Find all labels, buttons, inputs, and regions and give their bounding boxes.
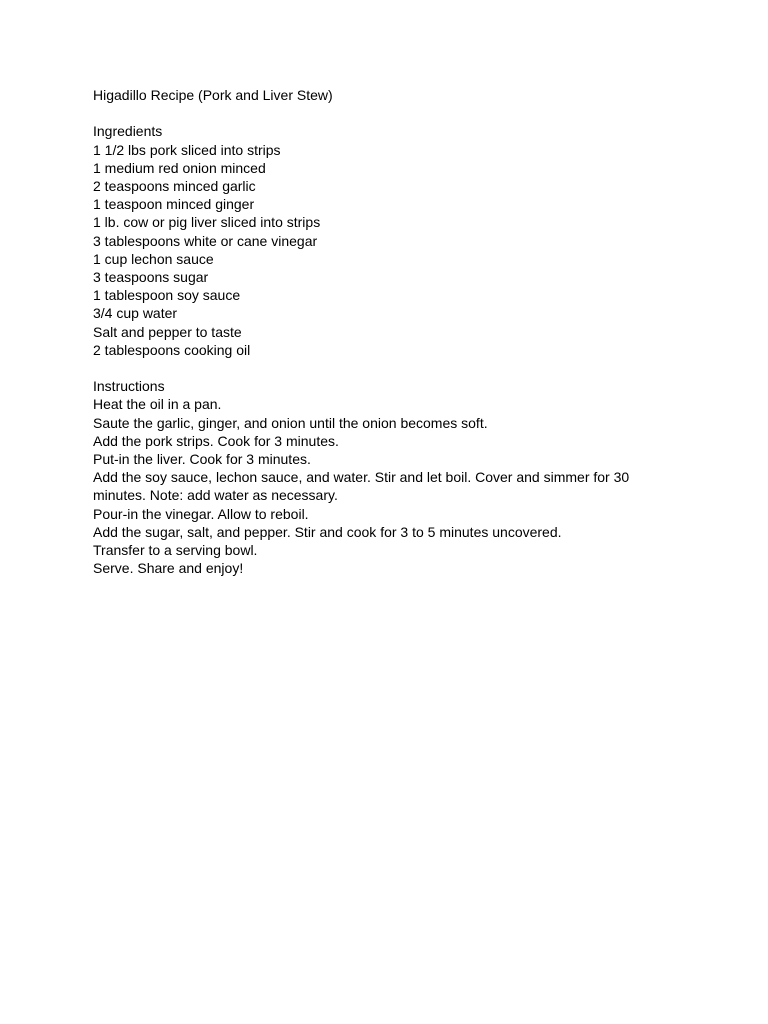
instruction-step: Put-in the liver. Cook for 3 minutes. <box>93 451 311 468</box>
instruction-step: Add the soy sauce, lechon sauce, and water. Stir and let boil. Cover and simmer for 30 minutes. Note: add water as necessary. <box>93 469 634 504</box>
ingredient-item: 1 1/2 lbs pork sliced into strips <box>93 141 281 158</box>
instruction-step: Add the sugar, salt, and pepper. Stir and cook for 3 to 5 minutes uncovered. <box>93 523 562 540</box>
ingredient-item: 3/4 cup water <box>93 305 178 322</box>
instruction-step: Pour-in the vinegar. Allow to reboil. <box>93 505 309 522</box>
ingredients-heading: Ingredients <box>93 123 163 140</box>
ingredient-item: 1 tablespoon soy sauce <box>93 287 241 304</box>
ingredient-item: 1 teaspoon minced ginger <box>93 196 255 213</box>
ingredient-item: 3 teaspoons sugar <box>93 269 209 286</box>
ingredient-item: 1 medium red onion minced <box>93 159 266 176</box>
ingredient-item: Salt and pepper to taste <box>93 323 242 340</box>
spacer <box>93 359 673 377</box>
instruction-step: Add the pork strips. Cook for 3 minutes. <box>93 432 339 449</box>
ingredient-item: 3 tablespoons white or cane vinegar <box>93 232 318 249</box>
spacer <box>93 104 673 122</box>
instructions-heading: Instructions <box>93 378 165 395</box>
instructions-list <box>93 395 673 577</box>
document-body <box>93 86 673 577</box>
instruction-step: Heat the oil in a pan. <box>93 396 222 413</box>
ingredient-item: 1 lb. cow or pig liver sliced into strips <box>93 214 321 231</box>
ingredient-item: 2 tablespoons cooking oil <box>93 341 251 358</box>
ingredient-item: 1 cup lechon sauce <box>93 250 214 267</box>
instruction-step: Saute the garlic, ginger, and onion until the onion becomes soft. <box>93 414 488 431</box>
instruction-step: Serve. Share and enjoy! <box>93 560 244 577</box>
ingredients-list <box>93 141 673 359</box>
recipe-title: Higadillo Recipe (Pork and Liver Stew) <box>93 87 333 103</box>
instruction-step: Transfer to a serving bowl. <box>93 542 258 559</box>
ingredient-item: 2 teaspoons minced garlic <box>93 178 256 194</box>
